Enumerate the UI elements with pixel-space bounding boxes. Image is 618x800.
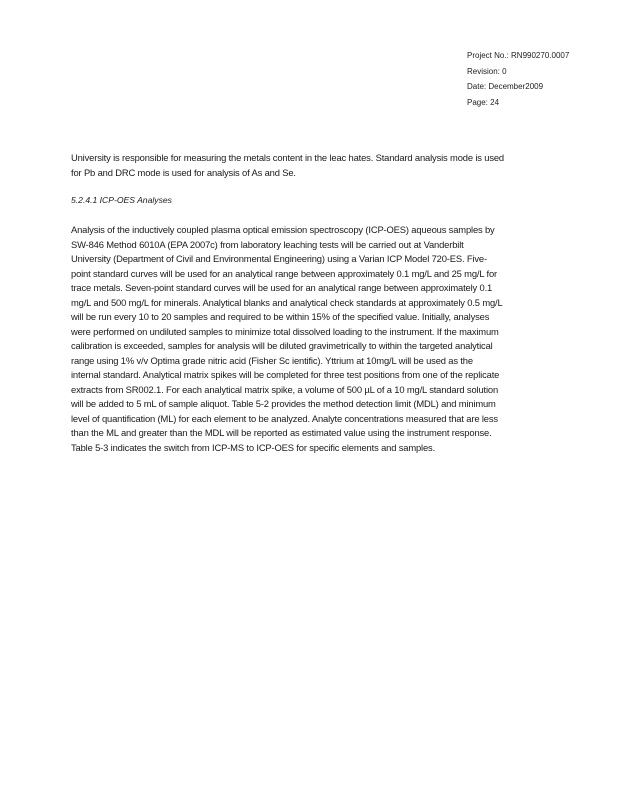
paragraph-line: were performed on undiluted samples to minimize total dissolved loading to the instrument. If the maximum bbox=[71, 325, 499, 337]
section-heading: 5.2.4.1 ICP-OES Analyses bbox=[71, 195, 172, 205]
page-number: Page: 24 bbox=[467, 97, 500, 107]
intro-paragraph bbox=[71, 151, 561, 180]
paragraph-line: than the ML and greater than the MDL will be reported as estimated value using the instrument response. bbox=[71, 427, 492, 438]
icp-oes-paragraph bbox=[71, 223, 561, 455]
paragraph-line: internal standard. Analytical matrix spikes will be completed for three test positions from one of the replicate bbox=[71, 369, 500, 380]
paragraph-line: will be run every 10 to 20 samples and required to be within 15% of the specified value. Initially, analyses bbox=[71, 311, 490, 322]
paragraph-line: will be added to 5 mL of sample aliquot. Table 5-2 provides the method detection limit (MDL) and minimum bbox=[71, 398, 496, 409]
document-date: Date: December2009 bbox=[467, 82, 544, 91]
paragraph-line: point standard curves will be used for an analytical range between approximately 0.1 mg/L and 25 mg/L for bbox=[71, 267, 497, 279]
revision-number: Revision: 0 bbox=[467, 66, 507, 76]
paragraph-line: extracts from SR002.1. For each analytical matrix spike, a volume of 500 µL of a 10 mg/L standard solution bbox=[71, 383, 499, 395]
project-number: Project No.: RN990270.0007 bbox=[467, 51, 570, 60]
document-header bbox=[467, 48, 607, 110]
paragraph-line: level of quantification (ML) for each element to be analyzed. Analyte concentrations measured that are less bbox=[71, 412, 498, 424]
paragraph-line: mg/L and 500 mg/L for minerals. Analytical blanks and analytical check standards at approximately 0.5 mg/L bbox=[71, 296, 503, 308]
paragraph-line: calibration is exceeded, samples for analysis will be diluted gravimetrically to within the targeted analytical bbox=[71, 340, 493, 351]
paragraph-line: for Pb and DRC mode is used for analysis of As and Se. bbox=[71, 166, 296, 178]
paragraph-line: University is responsible for measuring the metals content in the leac hates. Standard analysis mode is used bbox=[71, 152, 504, 163]
paragraph-line: Analysis of the inductively coupled plasma optical emission spectroscopy (ICP-OES) aqueous samples by bbox=[71, 224, 495, 235]
paragraph-line: range using 1% v/v Optima grade nitric acid (Fisher Sc ientific). Yttrium at 10mg/L will be used as the bbox=[71, 354, 473, 366]
paragraph-line: University (Department of Civil and Environmental Engineering) using a Varian ICP Model 720-ES. Five- bbox=[71, 253, 487, 264]
paragraph-line: Table 5-3 indicates the switch from ICP-MS to ICP-OES for specific elements and samples. bbox=[71, 441, 436, 453]
paragraph-line: SW-846 Method 6010A (EPA 2007c) from laboratory leaching tests will be carried out at Vanderbilt bbox=[71, 238, 464, 250]
paragraph-line: trace metals. Seven-point standard curves will be used for an analytical range between approximately 0.1 bbox=[71, 282, 493, 293]
